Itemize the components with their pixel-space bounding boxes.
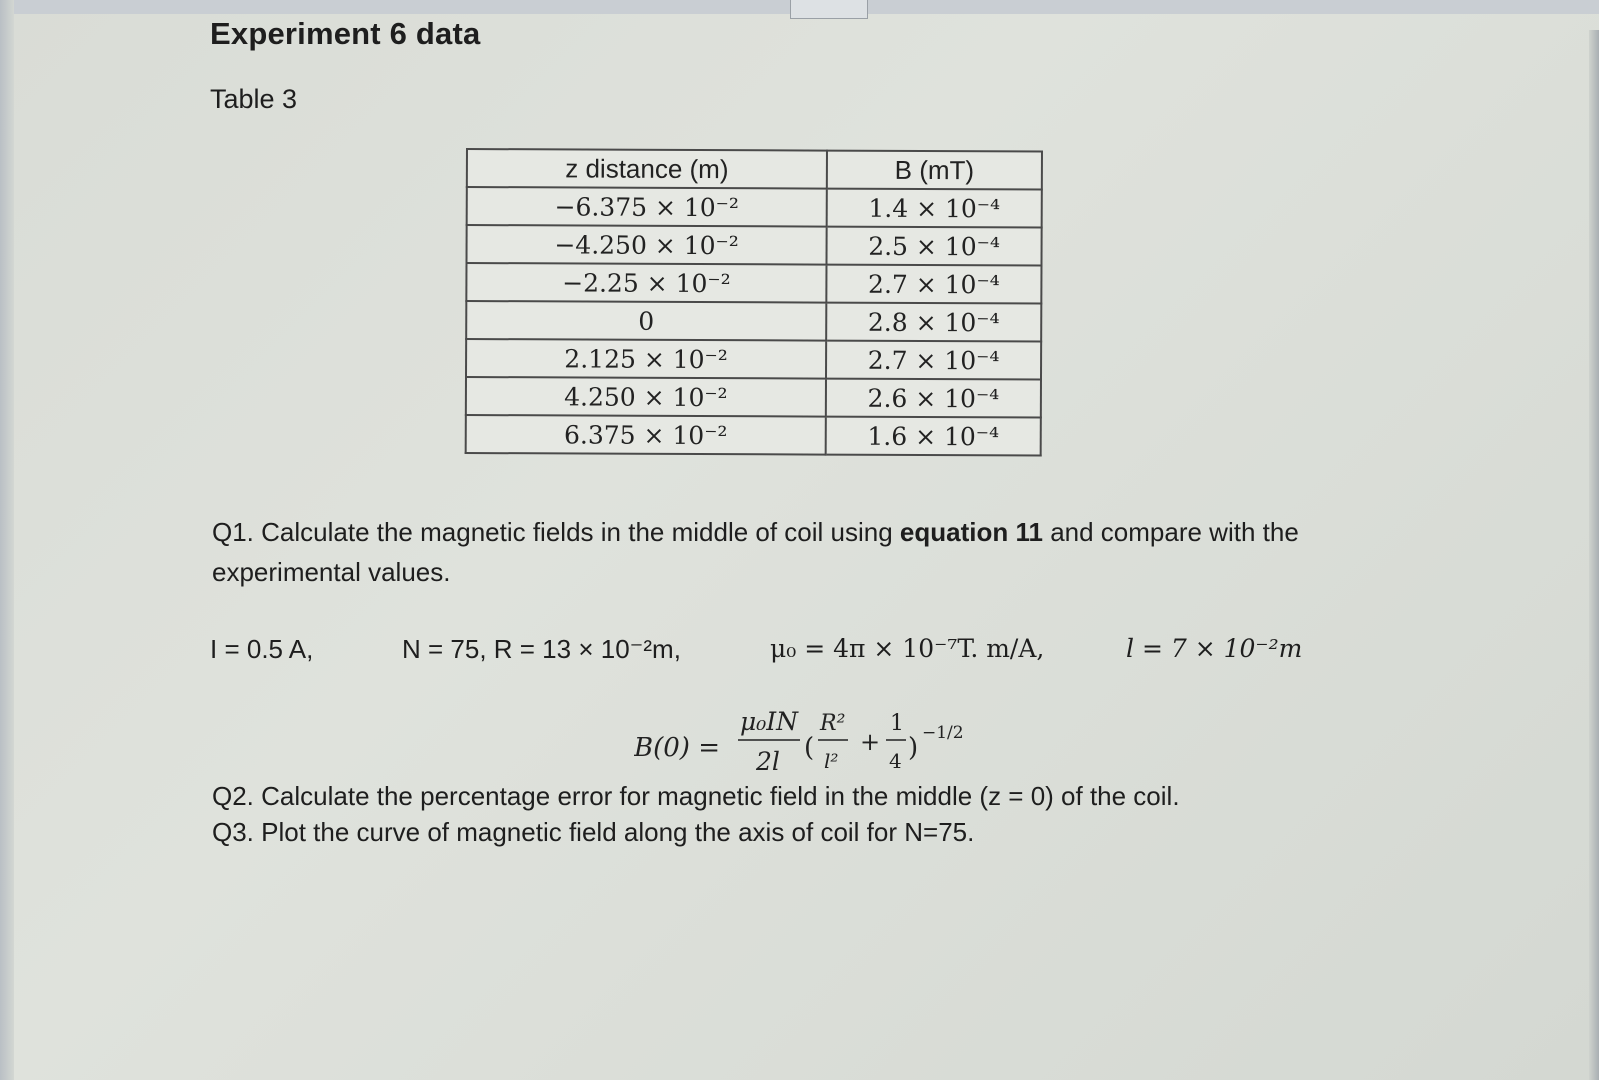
b-value: 2.7 × 10⁻⁴ bbox=[826, 341, 1041, 380]
question-1 bbox=[212, 512, 1412, 592]
z-value: −4.250 × 10⁻² bbox=[466, 225, 826, 265]
z-value: −2.25 × 10⁻² bbox=[466, 263, 826, 303]
b-value: 2.8 × 10⁻⁴ bbox=[826, 303, 1041, 342]
formula-close-paren: ) bbox=[908, 733, 919, 763]
left-screen-edge bbox=[0, 0, 14, 1080]
table-row bbox=[466, 377, 1041, 418]
z-value: −6.375 × 10⁻² bbox=[467, 187, 827, 227]
formula-denominator-3: 4 bbox=[889, 749, 902, 773]
z-value: 6.375 × 10⁻² bbox=[466, 415, 826, 455]
question-1-text-start: Q1. Calculate the magnetic fields in the middle of coil using bbox=[212, 517, 900, 547]
document-page bbox=[14, 14, 1589, 1080]
table-row bbox=[466, 225, 1041, 266]
formula-lhs: B(0) = bbox=[634, 733, 720, 763]
b-value: 1.4 × 10⁻⁴ bbox=[827, 189, 1042, 228]
formula-exponent: −1/2 bbox=[922, 723, 964, 743]
formula-numerator-3: 1 bbox=[890, 711, 904, 736]
param-length: l = 7 × 10⁻²m bbox=[1126, 634, 1303, 663]
table-row bbox=[466, 301, 1041, 342]
formula-denominator-1: 2l bbox=[756, 747, 780, 776]
formula-plus: + bbox=[860, 728, 881, 756]
table-row bbox=[467, 187, 1042, 228]
param-turns-radius: N = 75, R = 13 × 10⁻²m, bbox=[402, 634, 681, 664]
header-b-field: B (mT) bbox=[827, 151, 1042, 190]
z-value: 0 bbox=[466, 301, 826, 341]
formula-numerator-2: R² bbox=[820, 711, 846, 736]
equation-b0 bbox=[634, 700, 1054, 780]
b-value: 2.5 × 10⁻⁴ bbox=[826, 227, 1041, 266]
z-value: 4.250 × 10⁻² bbox=[466, 377, 826, 417]
formula-denominator-2: l² bbox=[824, 749, 839, 773]
top-window-strip bbox=[0, 0, 1599, 14]
param-current: I = 0.5 A, bbox=[210, 634, 314, 664]
b-value: 1.6 × 10⁻⁴ bbox=[826, 417, 1041, 456]
formula-open-paren: ( bbox=[804, 733, 815, 763]
table-row bbox=[466, 415, 1041, 456]
equation-b0-graphic bbox=[634, 700, 1054, 780]
header-z-distance: z distance (m) bbox=[467, 149, 827, 189]
table-caption: Table 3 bbox=[210, 84, 298, 114]
question-1-equation-ref: equation 11 bbox=[899, 517, 1043, 547]
b-value: 2.6 × 10⁻⁴ bbox=[826, 379, 1041, 418]
document-title: Experiment 6 data bbox=[210, 16, 481, 51]
question-1-text-end: and compare with the experimental values. bbox=[212, 517, 1299, 587]
z-value: 2.125 × 10⁻² bbox=[466, 339, 826, 379]
right-screen-edge bbox=[1589, 30, 1599, 1080]
param-mu0: μ₀ = 4π × 10⁻⁷T. m/A, bbox=[770, 634, 1045, 663]
question-3: Q3. Plot the curve of magnetic field along the axis of coil for N=75. bbox=[212, 817, 975, 847]
table-row bbox=[466, 263, 1041, 304]
data-table bbox=[465, 148, 1043, 457]
formula-numerator-1: μ₀IN bbox=[740, 707, 799, 736]
table-header-row bbox=[467, 149, 1042, 190]
question-2: Q2. Calculate the percentage error for magnetic field in the middle (z = 0) of the coil. bbox=[212, 781, 1180, 811]
b-value: 2.7 × 10⁻⁴ bbox=[826, 265, 1041, 304]
table-row bbox=[466, 339, 1041, 380]
